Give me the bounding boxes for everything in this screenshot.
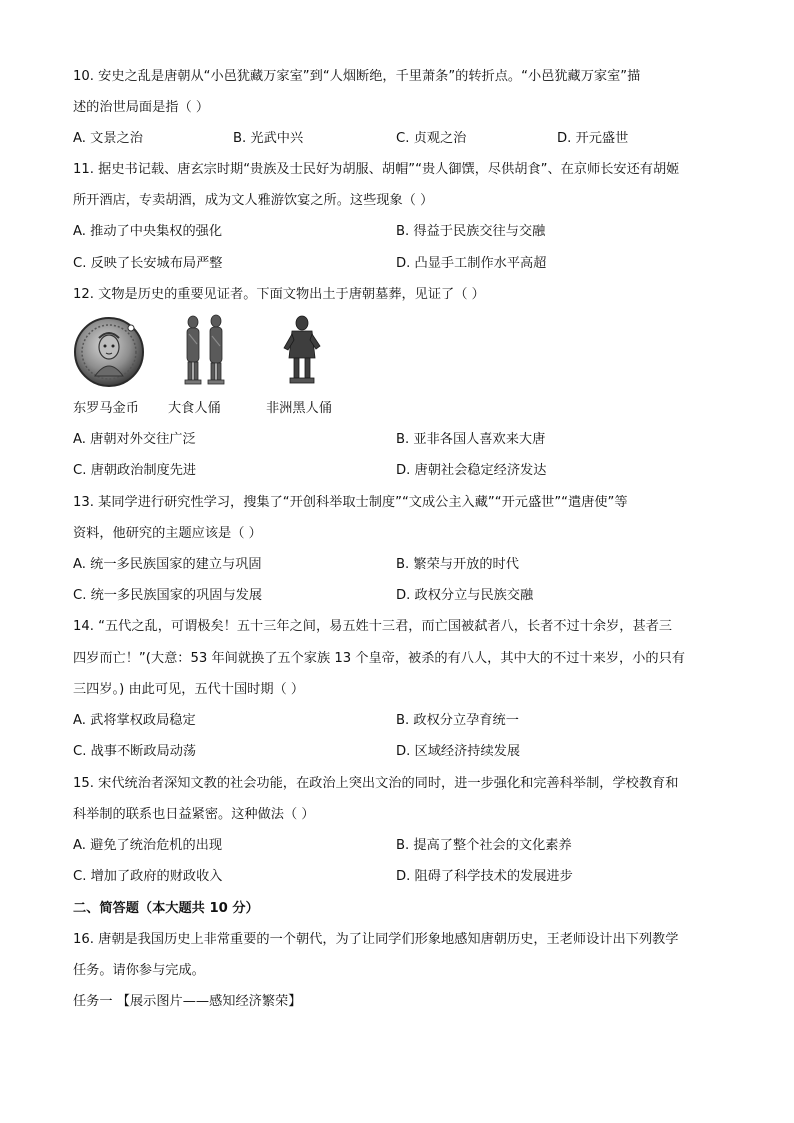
q11-option-c: C. 反映了长安城布局严整 bbox=[73, 256, 223, 271]
byzantine-gold-coin-image bbox=[73, 316, 145, 388]
q13-stem-line2: 资料，他研究的主题应该是（ ） bbox=[73, 526, 262, 541]
q13-option-d: D. 政权分立与民族交融 bbox=[396, 588, 534, 603]
q13-option-a: A. 统一多民族国家的建立与巩固 bbox=[73, 557, 262, 572]
q10-stem-line2: 述的治世局面是指（ ） bbox=[73, 100, 210, 115]
q12-option-d: D. 唐朝社会稳定经济发达 bbox=[396, 463, 547, 478]
q11-option-a: A. 推动了中央集权的强化 bbox=[73, 224, 223, 239]
q15-option-d: D. 阻碍了科学技术的发展进步 bbox=[396, 869, 573, 884]
q15-option-b: B. 提高了整个社会的文化素养 bbox=[396, 838, 572, 853]
q15-option-c: C. 增加了政府的财政收入 bbox=[73, 869, 223, 884]
q12-option-b: B. 亚非各国人喜欢来大唐 bbox=[396, 432, 546, 447]
arab-figurines-image bbox=[180, 314, 230, 388]
q14-stem-line3: 三四岁。) 由此可见，五代十国时期（ ） bbox=[73, 682, 305, 697]
q15-stem-line2: 科举制的联系也日益紧密。这种做法（ ） bbox=[73, 807, 315, 822]
q14-stem-line1: 14. “五代之乱，可谓极矣！五十三年之间，易五姓十三君，而亡国被弑者八，长者不过十余岁，甚者三 bbox=[73, 619, 673, 634]
q10-option-a: A. 文景之治 bbox=[73, 131, 143, 146]
q14-option-b: B. 政权分立孕育统一 bbox=[396, 713, 519, 728]
q14-stem-line2: 四岁而亡！”(大意：53 年间就换了五个家族 13 个皇帝，被杀的有八人，其中大的不过十来岁，小的只有 bbox=[73, 651, 685, 666]
q14-option-c: C. 战事不断政局动荡 bbox=[73, 744, 197, 759]
q14-option-a: A. 武将掌权政局稳定 bbox=[73, 713, 196, 728]
q10-stem-line1: 10. 安史之乱是唐朝从“小邑犹藏万家室”到“人烟断绝，千里萧条”的转折点。“小邑犹藏万家室”描 bbox=[73, 69, 641, 84]
q11-option-d: D. 凸显手工制作水平高超 bbox=[396, 256, 547, 271]
q10-option-b: B. 光武中兴 bbox=[233, 131, 304, 146]
q14-option-d: D. 区域经济持续发展 bbox=[396, 744, 521, 759]
q10-option-d: D. 开元盛世 bbox=[557, 131, 629, 146]
q12-stem-line1: 12. 文物是历史的重要见证者。下面文物出土于唐朝墓葬，见证了（ ） bbox=[73, 287, 485, 302]
caption-african-figurine: 非洲黑人俑 bbox=[266, 401, 332, 416]
q11-stem-line2: 所开酒店，专卖胡酒，成为文人雅游饮宴之所。这些现象（ ） bbox=[73, 193, 434, 208]
q13-option-c: C. 统一多民族国家的巩固与发展 bbox=[73, 588, 263, 603]
q13-option-b: B. 繁荣与开放的时代 bbox=[396, 557, 519, 572]
q16-stem-line1: 16. 唐朝是我国历史上非常重要的一个朝代，为了让同学们形象地感知唐朝历史，王老师设计出下列教学 bbox=[73, 932, 679, 947]
q15-option-a: A. 避免了统治危机的出现 bbox=[73, 838, 223, 853]
section-heading: 二、简答题（本大题共 10 分） bbox=[73, 901, 259, 916]
q11-stem-line1: 11. 据史书记载、唐玄宗时期“贵族及士民好为胡服、胡帽”“贵人御馔，尽供胡食”、在京师长安还有胡姬 bbox=[73, 162, 680, 177]
caption-arab-figurines: 大食人俑 bbox=[168, 401, 221, 416]
q16-stem-line2: 任务。请你参与完成。 bbox=[73, 963, 205, 978]
q12-option-a: A. 唐朝对外交往广泛 bbox=[73, 432, 196, 447]
q16-task1: 任务一 【展示图片——感知经济繁荣】 bbox=[73, 994, 302, 1009]
q15-stem-line1: 15. 宋代统治者深知文教的社会功能，在政治上突出文治的同时，进一步强化和完善科举制，学校教育和 bbox=[73, 776, 679, 791]
q13-stem-line1: 13. 某同学进行研究性学习，搜集了“开创科举取士制度”“文成公主入藏”“开元盛世”“遣唐使”等 bbox=[73, 495, 628, 510]
caption-coin: 东罗马金币 bbox=[73, 401, 139, 416]
q10-option-c: C. 贞观之治 bbox=[396, 131, 467, 146]
african-figurine-image bbox=[280, 314, 324, 388]
q11-option-b: B. 得益于民族交往与交融 bbox=[396, 224, 546, 239]
q12-option-c: C. 唐朝政治制度先进 bbox=[73, 463, 197, 478]
